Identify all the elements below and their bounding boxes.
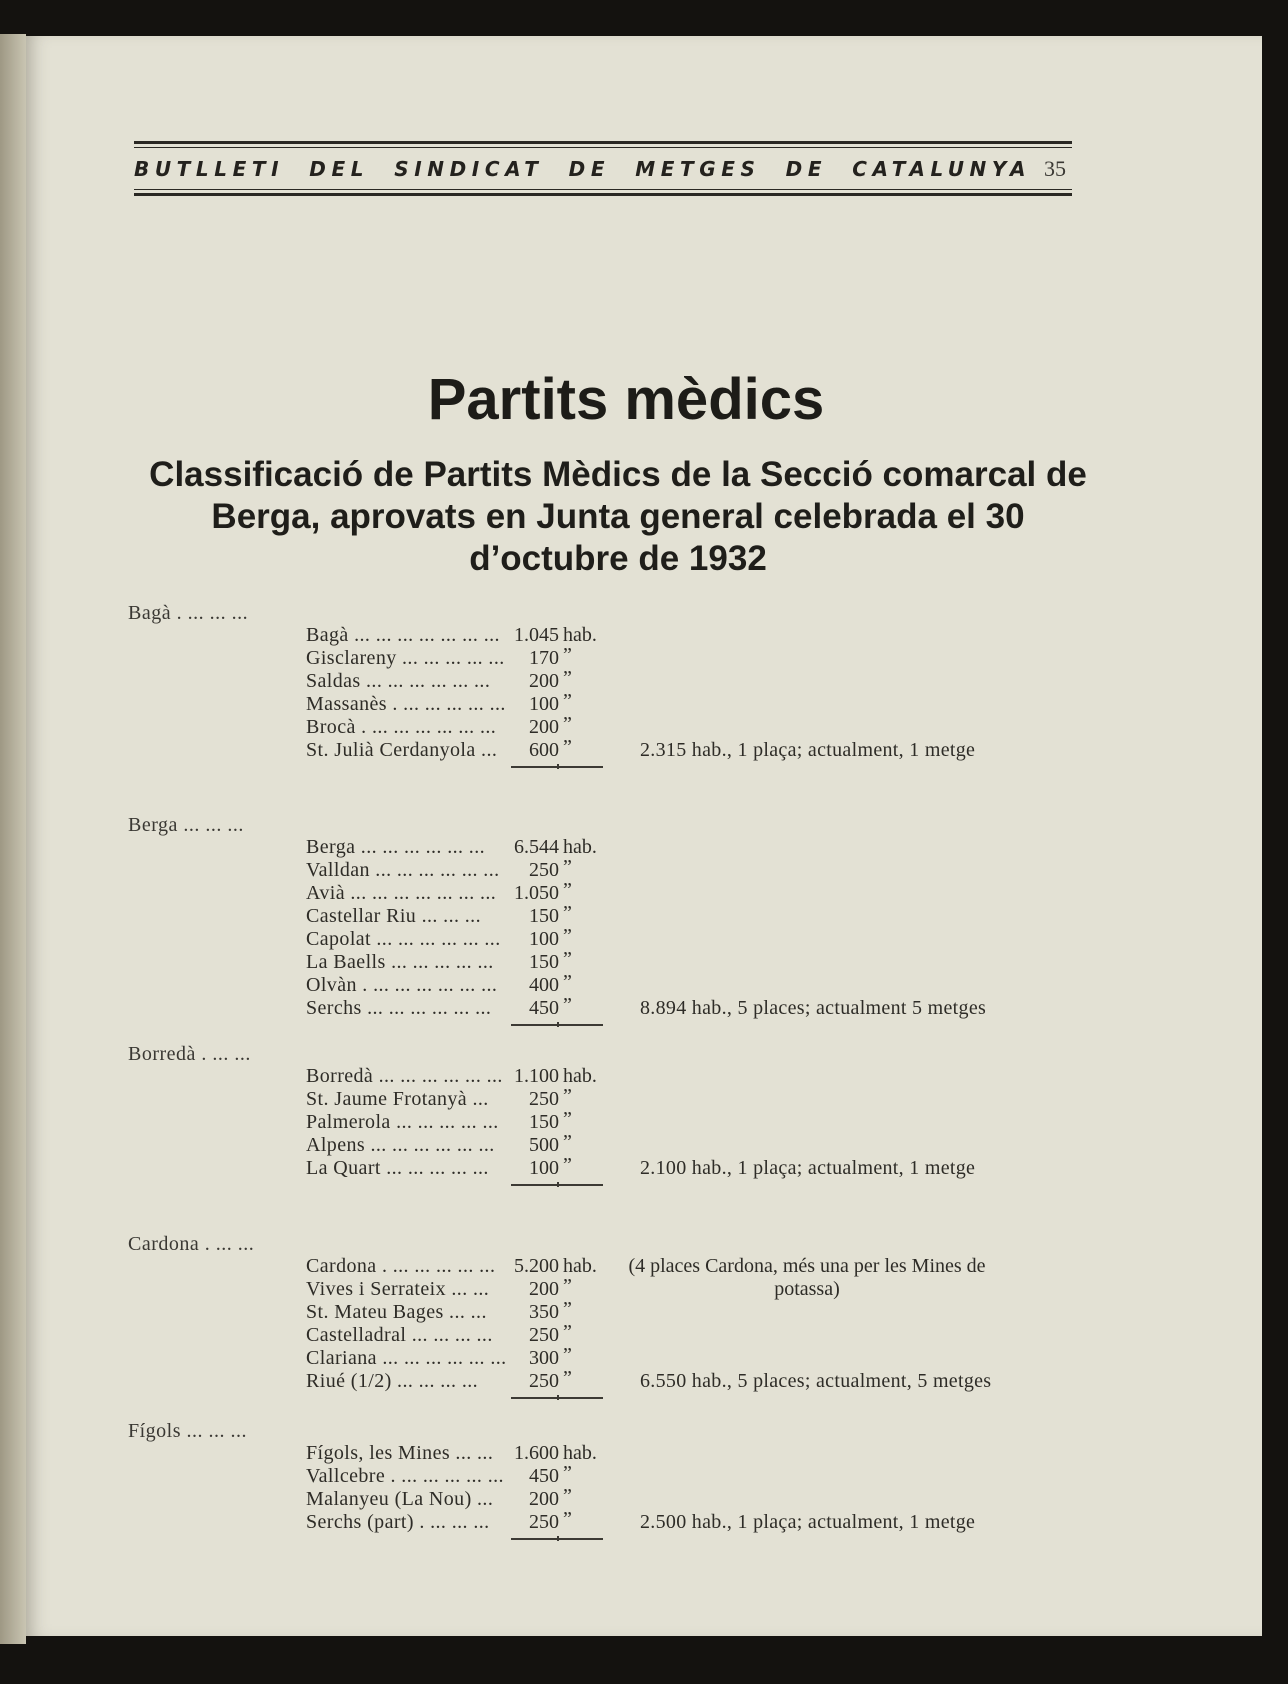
town-name: Alpens ... ... ... ... ... ... bbox=[306, 1134, 495, 1156]
town-name: Serchs (part) . ... ... ... bbox=[306, 1511, 490, 1533]
town-name: La Quart ... ... ... ... ... bbox=[306, 1157, 489, 1179]
town-population: 6.544 bbox=[514, 836, 559, 858]
sum-line bbox=[511, 1397, 603, 1399]
population-unit: hab. bbox=[563, 1442, 597, 1464]
document-page bbox=[26, 36, 1262, 1636]
population-unit: ” bbox=[563, 1344, 572, 1366]
sum-line bbox=[511, 1184, 603, 1186]
district-name: Fígols ... ... ... bbox=[128, 1420, 248, 1442]
town-population: 150 bbox=[529, 951, 559, 973]
header-rule-top bbox=[134, 141, 1072, 144]
town-population: 450 bbox=[529, 1465, 559, 1487]
town-name: Borredà ... ... ... ... ... ... bbox=[306, 1065, 503, 1087]
town-name: Brocà . ... ... ... ... ... ... bbox=[306, 716, 497, 738]
district-summary: 6.550 hab., 5 places; actualment, 5 metges bbox=[640, 1370, 992, 1392]
town-name: Serchs ... ... ... ... ... ... bbox=[306, 997, 492, 1019]
population-unit: ” bbox=[563, 1485, 572, 1507]
sum-line-tick bbox=[557, 764, 559, 769]
population-unit: ” bbox=[563, 1131, 572, 1153]
town-population: 450 bbox=[529, 997, 559, 1019]
town-population: 100 bbox=[529, 1157, 559, 1179]
population-unit: ” bbox=[563, 1085, 572, 1107]
population-unit: ” bbox=[563, 1108, 572, 1130]
town-population: 150 bbox=[529, 905, 559, 927]
population-unit: ” bbox=[563, 948, 572, 970]
town-name: Cardona . ... ... ... ... ... bbox=[306, 1255, 496, 1277]
district-name: Borredà . ... ... bbox=[128, 1043, 251, 1065]
town-name: La Baells ... ... ... ... ... bbox=[306, 951, 494, 973]
population-unit: ” bbox=[563, 1298, 572, 1320]
district-name: Cardona . ... ... bbox=[128, 1233, 255, 1255]
town-name: Massanès . ... ... ... ... ... bbox=[306, 693, 506, 715]
population-unit: ” bbox=[563, 713, 572, 735]
town-population: 170 bbox=[529, 647, 559, 669]
town-population: 200 bbox=[529, 1488, 559, 1510]
town-name: Berga ... ... ... ... ... ... bbox=[306, 836, 485, 858]
population-unit: ” bbox=[563, 856, 572, 878]
population-unit: ” bbox=[563, 1367, 572, 1389]
population-unit: ” bbox=[563, 925, 572, 947]
town-population: 1.600 bbox=[514, 1442, 559, 1464]
town-name: Olvàn . ... ... ... ... ... ... bbox=[306, 974, 498, 996]
population-unit: hab. bbox=[563, 624, 597, 646]
town-population: 100 bbox=[529, 693, 559, 715]
town-population: 200 bbox=[529, 670, 559, 692]
town-population: 100 bbox=[529, 928, 559, 950]
journal-title: BUTLLETI DEL SINDICAT DE METGES DE CATALUNYA bbox=[134, 157, 1032, 181]
page-number: 35 bbox=[1044, 156, 1066, 181]
town-name: St. Mateu Bages ... ... bbox=[306, 1301, 487, 1323]
population-unit: ” bbox=[563, 667, 572, 689]
district-summary: 8.894 hab., 5 places; actualment 5 metges bbox=[640, 997, 987, 1019]
header-rule-top-thin bbox=[134, 147, 1072, 148]
town-name: Avià ... ... ... ... ... ... ... bbox=[306, 882, 497, 904]
town-name: Clariana ... ... ... ... ... ... bbox=[306, 1347, 507, 1369]
town-name: Saldas ... ... ... ... ... ... bbox=[306, 670, 491, 692]
population-unit: ” bbox=[563, 1275, 572, 1297]
town-population: 300 bbox=[529, 1347, 559, 1369]
town-name: Castelladral ... ... ... ... bbox=[306, 1324, 493, 1346]
sum-line bbox=[511, 1538, 603, 1540]
town-population: 1.045 bbox=[514, 624, 559, 646]
header-rule-bottom bbox=[134, 193, 1072, 196]
town-population: 1.050 bbox=[514, 882, 559, 904]
town-name: St. Jaume Frotanyà ... bbox=[306, 1088, 489, 1110]
town-name: Vallcebre . ... ... ... ... ... bbox=[306, 1465, 504, 1487]
town-name: Riué (1/2) ... ... ... ... bbox=[306, 1370, 479, 1392]
population-unit: ” bbox=[563, 736, 572, 758]
running-header bbox=[134, 154, 1072, 184]
population-unit: ” bbox=[563, 1321, 572, 1343]
town-population: 200 bbox=[529, 716, 559, 738]
sum-line bbox=[511, 766, 603, 768]
town-name: Gisclareny ... ... ... ... ... bbox=[306, 647, 505, 669]
district-name: Bagà . ... ... ... bbox=[128, 602, 249, 624]
town-name: St. Julià Cerdanyola ... bbox=[306, 739, 498, 761]
population-unit: ” bbox=[563, 994, 572, 1016]
facing-page-edge bbox=[0, 34, 26, 1644]
district-note: (4 places Cardona, més una per les Mines de potassa) bbox=[628, 1255, 986, 1300]
sum-line-tick bbox=[557, 1182, 559, 1187]
population-unit: ” bbox=[563, 1508, 572, 1530]
town-population: 250 bbox=[529, 1511, 559, 1533]
population-unit: ” bbox=[563, 971, 572, 993]
town-name: Vives i Serrateix ... ... bbox=[306, 1278, 490, 1300]
town-population: 250 bbox=[529, 1370, 559, 1392]
population-unit: ” bbox=[563, 690, 572, 712]
town-name: Bagà ... ... ... ... ... ... ... bbox=[306, 624, 500, 646]
district-summary: 2.500 hab., 1 plaça; actualment, 1 metge bbox=[640, 1511, 976, 1533]
town-name: Castellar Riu ... ... ... bbox=[306, 905, 481, 927]
town-population: 150 bbox=[529, 1111, 559, 1133]
article-subtitle: Classificació de Partits Mèdics de la Secció comarcal de Berga, aprovats en Junta general celebrada el 30 d’octubre de 1932 bbox=[149, 455, 1087, 578]
population-unit: ” bbox=[563, 1154, 572, 1176]
population-unit: ” bbox=[563, 1462, 572, 1484]
town-population: 250 bbox=[529, 1088, 559, 1110]
sum-line-tick bbox=[557, 1395, 559, 1400]
population-unit: ” bbox=[563, 879, 572, 901]
district-name: Berga ... ... ... bbox=[128, 814, 244, 836]
town-population: 500 bbox=[529, 1134, 559, 1156]
sum-line-tick bbox=[557, 1022, 559, 1027]
town-name: Palmerola ... ... ... ... ... bbox=[306, 1111, 499, 1133]
population-unit: ” bbox=[563, 644, 572, 666]
town-population: 250 bbox=[529, 1324, 559, 1346]
sum-line bbox=[511, 1024, 603, 1026]
town-population: 200 bbox=[529, 1278, 559, 1300]
population-unit: hab. bbox=[563, 1065, 597, 1087]
district-summary: 2.100 hab., 1 plaça; actualment, 1 metge bbox=[640, 1157, 976, 1179]
population-unit: ” bbox=[563, 902, 572, 924]
population-unit: hab. bbox=[563, 836, 597, 858]
town-name: Valldan ... ... ... ... ... ... bbox=[306, 859, 500, 881]
town-population: 600 bbox=[529, 739, 559, 761]
town-name: Capolat ... ... ... ... ... ... bbox=[306, 928, 501, 950]
town-population: 1.100 bbox=[514, 1065, 559, 1087]
district-summary: 2.315 hab., 1 plaça; actualment, 1 metge bbox=[640, 739, 976, 761]
sum-line-tick bbox=[557, 1536, 559, 1541]
town-population: 250 bbox=[529, 859, 559, 881]
article-title: Partits mèdics bbox=[427, 367, 825, 432]
town-name: Malanyeu (La Nou) ... bbox=[306, 1488, 494, 1510]
town-population: 400 bbox=[529, 974, 559, 996]
town-population: 5.200 bbox=[514, 1255, 559, 1277]
town-population: 350 bbox=[529, 1301, 559, 1323]
population-unit: hab. bbox=[563, 1255, 597, 1277]
header-rule-bottom-thin bbox=[134, 189, 1072, 190]
town-name: Fígols, les Mines ... ... bbox=[306, 1442, 494, 1464]
